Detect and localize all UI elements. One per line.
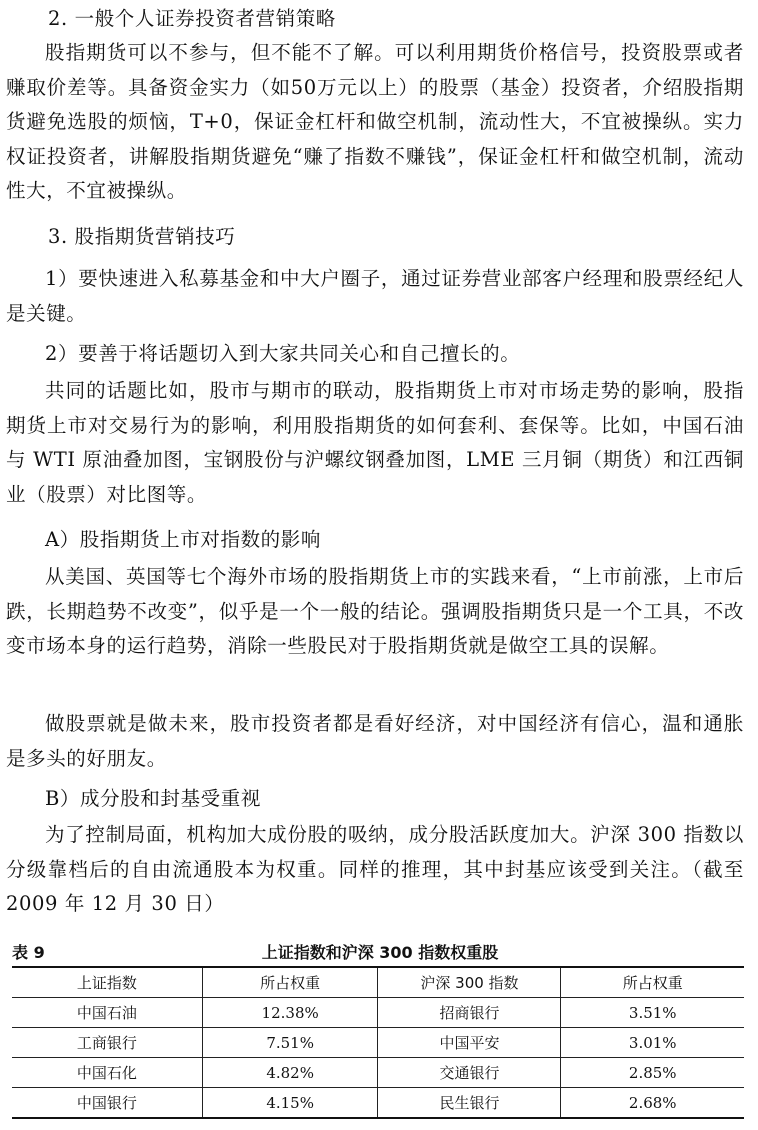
section-heading-3: 3. 股指期货营销技巧 — [48, 225, 236, 248]
table-cell: 7.51% — [202, 1028, 378, 1058]
paragraph-stocks-future: 做股票就是做未来，股市投资者都是看好经济，对中国经济有信心，温和通胀是多头的好朋友。 — [6, 712, 744, 770]
paragraph-tip-2: 2）要善于将话题切入到大家共同关心和自己擅长的。 — [45, 342, 521, 365]
table-row — [12, 1058, 744, 1088]
table-cell: 3.01% — [561, 1028, 744, 1058]
table-caption — [12, 940, 748, 964]
table-label: 表 9 — [12, 943, 45, 962]
paragraph-overseas-experience: 从美国、英国等七个海外市场的股指期货上市的实践来看，“上市前涨，上市后跌，长期趋势不改变”，似乎是一个一般的结论。强调股指期货只是一个工具，不改变市场本身的运行趋势，消除一些股民对于股指期货就是做空工具的误解。 — [6, 565, 744, 657]
paragraph-constituents: 为了控制局面，机构加大成份股的吸纳，成分股活跃度加大。沪深 300 指数以分级靠档后的自由流通股本为权重。同样的推理，其中封基应该受到关注。（截至 2009 年 12 月 30 日） — [6, 823, 744, 915]
table-cell: 2.68% — [561, 1088, 744, 1119]
table-header-cell: 所占权重 — [561, 967, 744, 998]
index-weights-table — [12, 966, 744, 1119]
paragraph-futures-basics: 股指期货可以不参与，但不能不了解。可以利用期货价格信号，投资股票或者赚取价差等。具备资金实力（如50万元以上）的股票（基金）投资者，介绍股指期货避免选股的烦恼，T+0，保证金杠杆和做空机制，流动性大，不宜被操纵。实力权证投资者，讲解股指期货避免“赚了指数不赚钱”，保证金杠杆和做空机制，流动性大，不宜被操纵。 — [6, 41, 744, 202]
table-cell: 民生银行 — [378, 1088, 561, 1119]
table-cell: 交通银行 — [378, 1058, 561, 1088]
section-heading-2: 2. 一般个人证券投资者营销策略 — [48, 7, 336, 30]
table-cell: 4.82% — [202, 1058, 378, 1088]
table-cell: 招商银行 — [378, 998, 561, 1028]
table-cell: 中国平安 — [378, 1028, 561, 1058]
table-cell: 中国石化 — [12, 1058, 202, 1088]
table-row — [12, 1088, 744, 1119]
subheading-a: A）股指期货上市对指数的影响 — [45, 528, 321, 551]
table-header-cell: 所占权重 — [202, 967, 378, 998]
table-header-cell: 沪深 300 指数 — [378, 967, 561, 998]
table-row — [12, 998, 744, 1028]
table-title: 上证指数和沪深 300 指数权重股 — [261, 943, 499, 962]
paragraph-tip-1: 1）要快速进入私募基金和中大户圈子，通过证券营业部客户经理和股票经纪人是关键。 — [6, 267, 744, 325]
table-cell: 中国石油 — [12, 998, 202, 1028]
table-cell: 3.51% — [561, 998, 744, 1028]
table-cell: 中国银行 — [12, 1088, 202, 1119]
table-cell: 4.15% — [202, 1088, 378, 1119]
paragraph-common-topics: 共同的话题比如，股市与期市的联动，股指期货上市对市场走势的影响，股指期货上市对交易行为的影响，利用股指期货的如何套利、套保等。比如，中国石油与 WTI 原油叠加图，宝钢股份与沪螺纹钢叠加图，LME 三月铜（期货）和江西铜业（股票）对比图等。 — [6, 379, 744, 506]
table-row — [12, 1028, 744, 1058]
table-cell: 工商银行 — [12, 1028, 202, 1058]
table-header-row — [12, 967, 744, 998]
subheading-b: B）成分股和封基受重视 — [45, 787, 261, 810]
table-header-cell: 上证指数 — [12, 967, 202, 998]
table-cell: 2.85% — [561, 1058, 744, 1088]
table-cell: 12.38% — [202, 998, 378, 1028]
